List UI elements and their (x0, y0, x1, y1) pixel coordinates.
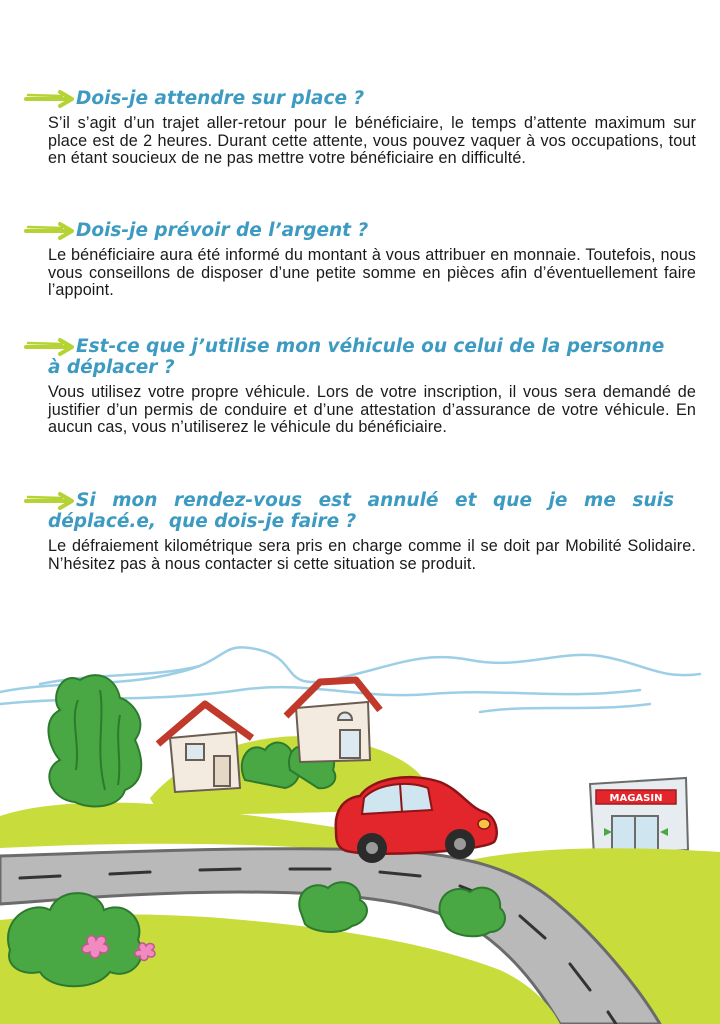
faq-question (24, 336, 674, 357)
faq-item (24, 88, 696, 168)
faq-question (24, 220, 674, 241)
arrow-right-icon (24, 491, 76, 511)
faq-question (24, 490, 674, 511)
faq-question-text: à déplacer ? (48, 357, 175, 378)
arrow-right-icon (24, 221, 76, 241)
faq-question-continued (24, 357, 674, 378)
faq-question (24, 88, 674, 109)
faq-question-text: Dois-je prévoir de l’argent ? (76, 220, 369, 241)
faq-question-text: déplacé.e, que dois-je faire ? (48, 511, 357, 532)
faq-item (24, 336, 696, 437)
faq-answer: Vous utilisez votre propre véhicule. Lors de votre inscription, il vous sera demandé de justifier d’un permis de conduire et d’une attestation d’assurance de votre véhicule. En aucun cas, vous n’utiliserez le véhicule du bénéficiaire. (48, 383, 696, 437)
arrow-right-icon (24, 337, 76, 357)
shop-building (590, 778, 688, 856)
tree-left (48, 675, 141, 806)
faq-question-text: Si mon rendez-vous est annulé et que je me suis (76, 490, 674, 511)
faq-answer: Le bénéficiaire aura été informé du montant à vous attribuer en monnaie. Toutefois, nous vous conseillons de disposer d’une petite somme en pièces afin d’éventuellement faire l’appoint. (48, 246, 696, 300)
faq-question-text: Est-ce que j’utilise mon véhicule ou celui de la personne (76, 336, 665, 357)
arrow-right-icon (24, 89, 76, 109)
faq-item (24, 490, 696, 573)
faq-answer: Le défraiement kilométrique sera pris en charge comme il se doit par Mobilité Solidaire. N’hésitez pas à nous contacter si cette situation se produit. (48, 537, 696, 573)
shop-sign-text: MAGASIN (609, 793, 663, 804)
faq-question-text: Dois-je attendre sur place ? (76, 88, 365, 109)
faq-question-continued (24, 511, 674, 532)
road-trip-illustration (0, 620, 720, 1024)
faq-answer: S’il s’agit d’un trajet aller-retour pour le bénéficiaire, le temps d’attente maximum sur place est de 2 heures. Durant cette attente, vous pouvez vaquer à vos occupations, tout en étant soucieux de ne pas mettre votre bénéficiaire en difficulté. (48, 114, 696, 168)
faq-item (24, 220, 696, 300)
house-right (286, 680, 380, 762)
